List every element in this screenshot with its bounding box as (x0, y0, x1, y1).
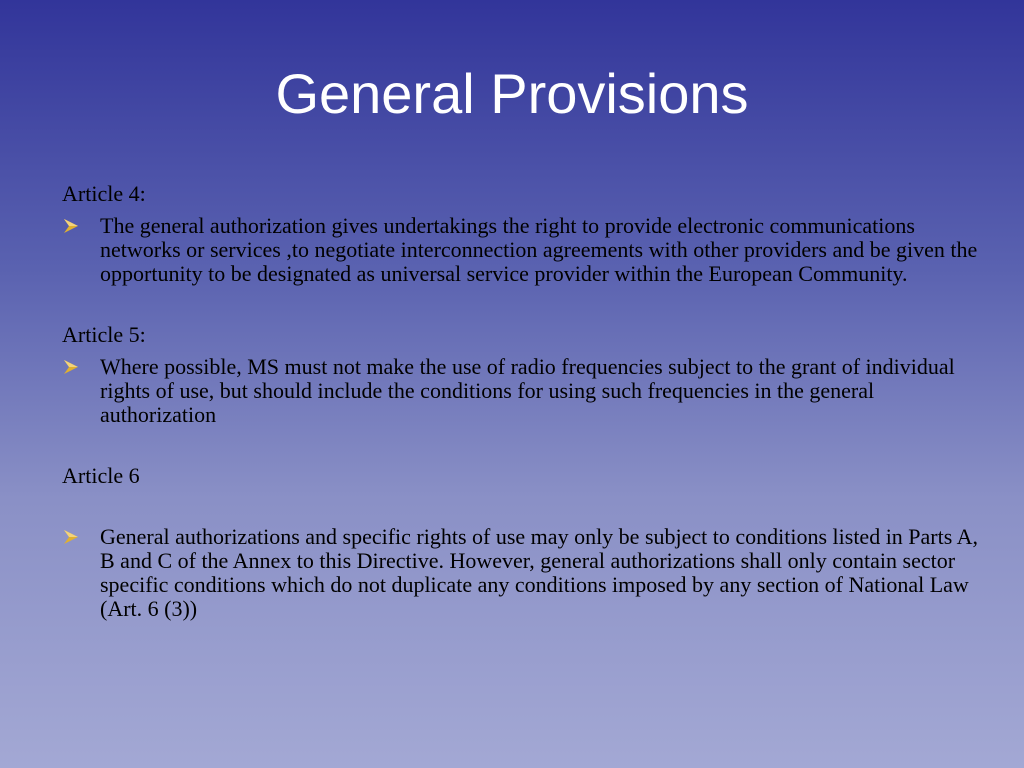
article-5-bullet-text: Where possible, MS must not make the use of radio frequencies subject to the grant of individual rights of use, but should include the conditions for using such frequencies in the general authorization (100, 354, 955, 427)
article-5-heading: Article 5: (62, 322, 146, 347)
slide-title: General Provisions (275, 62, 749, 125)
arrow-bullet-icon (62, 528, 80, 546)
arrow-bullet-icon (62, 217, 80, 235)
article-4-bullet (62, 214, 982, 286)
article-6-bullet-text: General authorizations and specific rights of use may only be subject to conditions listed in Parts A, B and C of the Annex to this Directive. However, general authorizations shall only contain sector specific conditions which do not duplicate any conditions imposed by any section of National Law (Art. 6 (3)) (100, 524, 978, 621)
article-6-heading: Article 6 (62, 463, 140, 488)
article-4-heading: Article 4: (62, 181, 146, 206)
slide-body (62, 182, 982, 621)
article-4-bullet-text: The general authorization gives undertakings the right to provide electronic communications networks or services ,to negotiate interconnection agreements with other providers and be given the opportunity to be designated as universal service provider within the European Community. (100, 213, 978, 286)
article-5-bullet (62, 355, 982, 427)
arrow-bullet-icon (62, 358, 80, 376)
article-6-bullet (62, 525, 982, 621)
